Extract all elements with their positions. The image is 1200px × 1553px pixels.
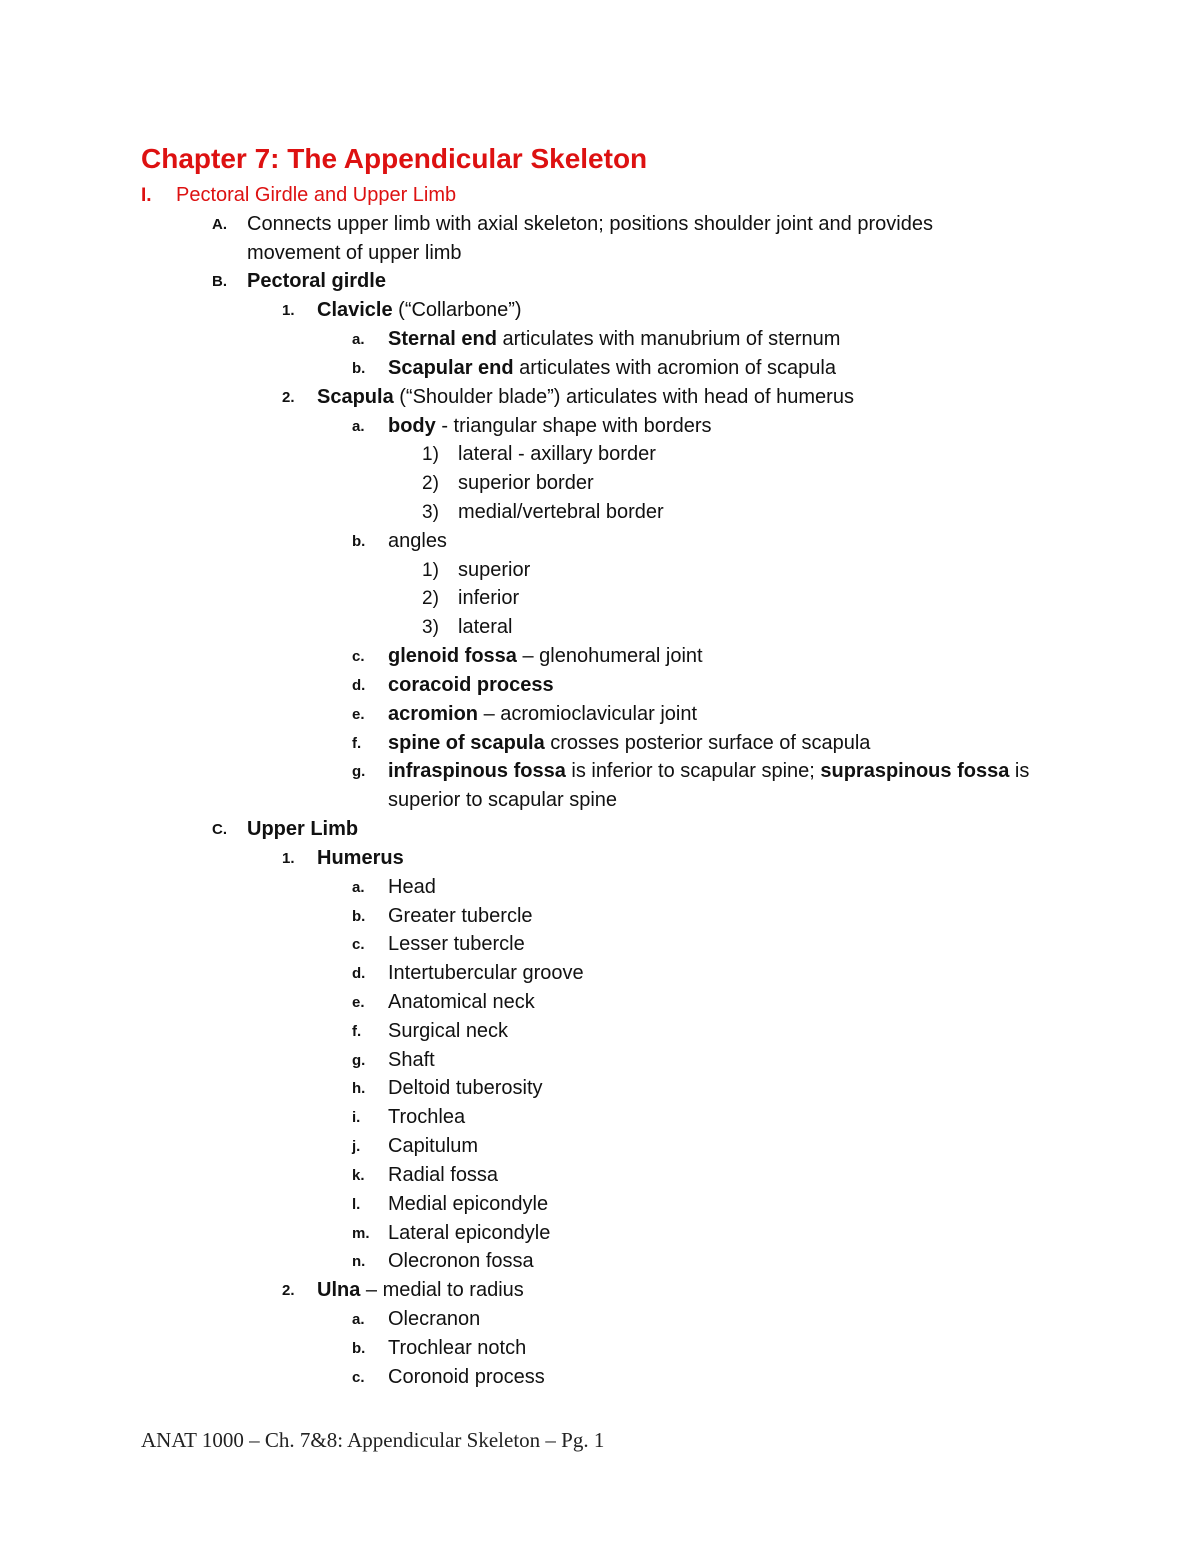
text-run: lateral - axillary border <box>458 443 656 466</box>
line-text <box>388 1247 534 1276</box>
bold-term: Ulna <box>317 1279 361 1302</box>
line-text <box>388 1190 548 1219</box>
line-text <box>458 498 664 527</box>
list-marker: g. <box>352 1051 366 1069</box>
text-run: (“Collarbone”) <box>392 299 522 322</box>
list-marker: b. <box>352 907 366 925</box>
text-run: angles <box>388 529 447 552</box>
list-marker: C. <box>212 821 227 839</box>
line-text <box>388 786 617 815</box>
text-run: Head <box>388 875 436 898</box>
line-text <box>388 1103 465 1132</box>
list-marker: 2. <box>282 388 295 406</box>
list-marker: n. <box>352 1253 366 1271</box>
text-run: superior border <box>458 472 594 495</box>
list-marker: i. <box>352 1109 361 1127</box>
line-text <box>388 700 697 729</box>
line-text <box>388 930 525 959</box>
list-marker: m. <box>352 1224 370 1242</box>
list-marker: a. <box>352 878 365 896</box>
line-text <box>388 1074 543 1103</box>
text-run: articulates with manubrium of sternum <box>496 328 841 351</box>
line-text <box>317 296 522 325</box>
list-marker: 3) <box>422 502 439 524</box>
bold-term: infraspinous fossa <box>388 760 566 783</box>
list-marker: j. <box>352 1138 361 1156</box>
bold-term: Scapular end <box>388 356 514 379</box>
line-text <box>388 354 836 383</box>
line-text <box>317 1276 524 1305</box>
text-run: Medial epicondyle <box>388 1192 549 1215</box>
list-marker: A. <box>212 215 227 233</box>
bold-term: Sternal end <box>388 328 497 351</box>
bold-term: supraspinous fossa <box>820 760 1010 783</box>
text-run: superior to scapular spine <box>388 789 618 812</box>
line-text <box>388 325 840 354</box>
text-run: Anatomical neck <box>388 990 535 1013</box>
bold-term: Upper Limb <box>247 818 359 841</box>
text-run: is inferior to scapular spine; <box>565 760 821 783</box>
page-footer: ANAT 1000 – Ch. 7&8: Appendicular Skeleton – Pg. 1 <box>141 1428 605 1452</box>
line-text <box>388 1219 550 1248</box>
bold-term: body <box>388 414 436 437</box>
text-run: – acromioclavicular joint <box>478 702 698 725</box>
line-text <box>388 642 703 671</box>
line-text <box>388 1334 526 1363</box>
bold-term: Pectoral girdle <box>247 270 386 293</box>
list-marker: d. <box>352 676 366 694</box>
text-run: medial/vertebral border <box>458 501 664 524</box>
bold-term: Scapula <box>317 385 394 408</box>
list-marker: 3) <box>422 617 439 639</box>
line-text <box>388 1017 508 1046</box>
list-marker: c. <box>352 1368 365 1386</box>
line-text <box>388 1132 478 1161</box>
text-run: (“Shoulder blade”) articulates with head of humerus <box>393 385 854 408</box>
list-marker: a. <box>352 417 365 435</box>
list-marker: 1. <box>282 849 295 867</box>
list-marker: a. <box>352 331 365 349</box>
line-text <box>317 844 404 873</box>
bold-term: coracoid process <box>388 673 554 696</box>
line-text <box>388 902 533 931</box>
text-run: – medial to radius <box>360 1279 524 1302</box>
line-text <box>388 412 711 441</box>
bold-term: Humerus <box>317 846 404 869</box>
list-marker: 2. <box>282 1282 295 1300</box>
line-text <box>247 815 358 844</box>
text-run: inferior <box>458 587 520 610</box>
list-marker: 1) <box>422 559 439 581</box>
text-run: Greater tubercle <box>388 904 533 927</box>
list-marker: g. <box>352 763 366 781</box>
list-marker: f. <box>352 734 362 752</box>
line-text <box>388 1046 435 1075</box>
text-run: Olecranon <box>388 1307 481 1330</box>
text-run: Intertubercular groove <box>388 962 584 985</box>
line-text <box>388 1305 480 1334</box>
list-marker: 1) <box>422 444 439 466</box>
text-run: Surgical neck <box>388 1019 509 1042</box>
list-marker: e. <box>352 705 365 723</box>
list-marker: e. <box>352 993 365 1011</box>
page-title: Chapter 7: The Appendicular Skeleton <box>141 143 648 174</box>
list-marker: h. <box>352 1080 366 1098</box>
text-run: Capitulum <box>388 1135 479 1158</box>
list-marker: 2) <box>422 588 439 610</box>
line-text <box>388 527 447 556</box>
text-run: - triangular shape with borders <box>435 414 712 437</box>
text-run: lateral <box>458 616 513 639</box>
list-marker: c. <box>352 936 365 954</box>
text-run: articulates with acromion of scapula <box>513 356 836 379</box>
text-run: is <box>1009 760 1030 783</box>
list-marker: 1. <box>282 302 295 320</box>
text-run: Olecronon fossa <box>388 1250 534 1273</box>
list-marker: a. <box>352 1310 365 1328</box>
line-text <box>458 584 519 613</box>
list-marker: 2) <box>422 473 439 495</box>
text-run: Radial fossa <box>388 1163 499 1186</box>
text-run: movement of upper limb <box>247 241 462 264</box>
text-run: Lateral epicondyle <box>388 1221 551 1244</box>
list-marker: b. <box>352 359 366 377</box>
line-text <box>388 959 584 988</box>
text-run: Connects upper limb with axial skeleton; positions shoulder joint and provides <box>247 212 933 235</box>
bold-term: glenoid fossa <box>388 645 517 668</box>
line-text <box>458 440 656 469</box>
list-marker: c. <box>352 648 365 666</box>
text-run: Trochlear notch <box>388 1336 527 1359</box>
line-text <box>247 267 386 296</box>
bold-term: Clavicle <box>317 299 393 322</box>
bold-term: acromion <box>388 702 479 725</box>
text-run: Lesser tubercle <box>388 933 525 956</box>
line-text <box>458 556 530 585</box>
list-marker: l. <box>352 1195 361 1213</box>
line-text <box>388 988 535 1017</box>
text-run: Shaft <box>388 1048 435 1071</box>
text-run: crosses posterior surface of scapula <box>544 731 871 754</box>
line-text <box>176 181 456 210</box>
line-text <box>247 239 462 268</box>
list-marker: f. <box>352 1022 362 1040</box>
line-text <box>388 757 1029 786</box>
bold-term: spine of scapula <box>388 731 545 754</box>
list-marker: k. <box>352 1166 365 1184</box>
list-marker: d. <box>352 965 366 983</box>
line-text <box>247 210 933 239</box>
text-run: superior <box>458 558 531 581</box>
line-text <box>458 469 594 498</box>
text-run: Coronoid process <box>388 1365 545 1388</box>
text-run: Trochlea <box>388 1106 466 1129</box>
line-text <box>388 729 870 758</box>
line-text <box>388 671 554 700</box>
list-marker: b. <box>352 532 366 550</box>
line-text <box>388 873 436 902</box>
line-text <box>388 1161 498 1190</box>
list-marker: b. <box>352 1339 366 1357</box>
section-heading: Pectoral Girdle and Upper Limb <box>176 184 457 206</box>
text-run: – glenohumeral joint <box>516 645 703 668</box>
list-marker: B. <box>212 273 227 291</box>
line-text <box>317 383 854 412</box>
line-text <box>458 613 512 642</box>
text-run: Deltoid tuberosity <box>388 1077 543 1100</box>
list-marker: I. <box>141 185 152 206</box>
line-text <box>388 1363 545 1392</box>
